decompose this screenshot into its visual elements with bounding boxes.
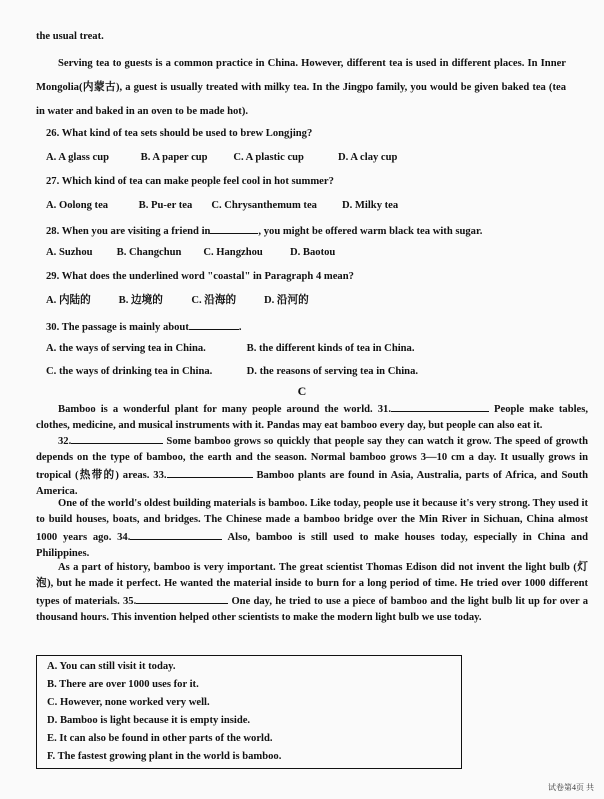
choice-a[interactable]: A. You can still visit it today. [47,661,176,672]
question-27-stem: 27. Which kind of tea can make people feel cool in hot summer? [46,176,334,187]
choice-f[interactable]: F. The fastest growing plant in the world is bamboo. [47,751,282,762]
answer-blank [210,222,258,234]
p2-text-a: 32. [58,436,72,447]
p3-text-a: One of the world's oldest building materials is bamboo. Like today, people use it because it's very strong. They used it to build houses, boats, and bridges. The Chinese made a bamboo bridge over the Min River in Sichuan, China almost 1000 years ago. 34. [36,498,588,543]
p4-text-a: As a part of history, bamboo is very important. The great scientist Thomas Edison did not invent the light bulb (灯泡), but he made it perfect. He wanted the material inside to burn for a long period of time. He tried over 1000 different types of materials. 35. [36,562,588,607]
option-d[interactable]: D. A clay cup [337,152,398,163]
option-c[interactable]: C. 沿海的 [191,295,237,306]
choices-box [36,655,462,769]
option-d[interactable]: D. Baotou [289,247,336,258]
option-a[interactable]: A. the ways of serving tea in China. [46,343,206,354]
blank-34 [130,528,222,540]
p4-text-b: One day, he tried to use a piece of bamboo and the light bulb lit up for over a thousand hours. This invention helped other scientists to make the modern light bulb we use today. [36,596,588,623]
p3-text-b: Also, bamboo is still used to make houses today, especially in China and Philippines. [36,532,588,559]
top-line: the usual treat. [36,31,104,42]
choice-b[interactable]: B. There are over 1000 uses for it. [47,679,199,690]
blank-32 [71,432,163,444]
reading-b-paragraph: Serving tea to guests is a common practice in China. However, different tea is used in different places. In Inner Mongolia(内蒙古), a guest is usually treated with milky tea. In the Jingpo family, you would be given baked tea (tea in water and baked in an oven to be made hot). [36,58,566,117]
option-c[interactable]: C. Hangzhou [203,247,263,258]
option-d[interactable]: D. 沿河的 [263,295,309,306]
question-28-stem [46,222,482,239]
option-a[interactable]: A. 内陆的 [46,295,91,306]
blank-35 [136,592,228,604]
section-c-paragraph-3 [36,496,588,562]
option-d[interactable]: D. the reasons of serving tea in China. [246,366,419,377]
question-30-stem-part1: 30. The passage is mainly about [46,322,189,333]
choice-d[interactable]: D. Bamboo is light because it is empty inside. [47,715,251,726]
option-d[interactable]: D. Milky tea [341,200,399,211]
question-29-options [46,294,309,308]
section-c-paragraph-4 [36,560,588,626]
option-a[interactable]: A. Suzhou [46,247,93,258]
question-28-options [46,246,335,260]
section-c-title: C [297,384,307,398]
question-28-stem-part1: 28. When you are visiting a friend in [46,226,211,237]
question-30-stem-part2: . [238,322,242,333]
choice-c[interactable]: C. However, none worked very well. [47,697,210,708]
option-a[interactable]: A. Oolong tea [46,200,109,211]
option-b[interactable]: B. 边境的 [118,295,163,306]
option-c[interactable]: C. Chrysanthemum tea [211,200,317,211]
question-26-stem: 26. What kind of tea sets should be used to brew Longjing? [46,128,313,139]
question-30-options-row2 [46,365,418,379]
option-b[interactable]: B. Changchun [116,247,182,258]
option-b[interactable]: B. the different kinds of tea in China. [246,343,415,354]
question-30-stem [46,318,242,335]
question-27-options [46,199,398,213]
question-30-options-row1 [46,342,415,356]
section-c-paragraph-2 [36,432,588,500]
p1-text-b: People make tables, clothes, medicine, and musical instruments with it. Pandas may eat bamboo every day, but people can also eat it. [36,404,589,431]
page-footer: 试卷第4页 共 [548,783,594,792]
p2-text-b: Some bamboo grows so quickly that people say they can watch it grow. The speed of growth depends on the type of bamboo, the earth and the season. Normal bamboo grows 3—10 cm a day. It usually grows in tropical (热带的) areas. 33. [36,436,588,481]
option-c[interactable]: C. A plastic cup [233,152,304,163]
blank-33 [167,466,253,478]
choice-e[interactable]: E. It can also be found in other parts of the world. [47,733,273,744]
option-c[interactable]: C. the ways of drinking tea in China. [46,366,213,377]
p1-text-a: Bamboo is a wonderful plant for many people around the world. 31. [58,404,391,415]
answer-blank [189,318,239,330]
question-29-stem: 29. What does the underlined word "coastal" in Paragraph 4 mean? [46,271,354,282]
p2-text-c: Bamboo plants are found in Asia, Australia, parts of Africa, and South America. [36,470,589,497]
question-26-options [46,151,397,165]
option-b[interactable]: B. A paper cup [140,152,208,163]
question-28-stem-part2: , you might be offered warm black tea with sugar. [258,226,483,237]
blank-31 [391,400,489,412]
section-c-paragraph-1 [36,400,588,434]
option-a[interactable]: A. A glass cup [46,152,109,163]
option-b[interactable]: B. Pu-er tea [138,200,193,211]
